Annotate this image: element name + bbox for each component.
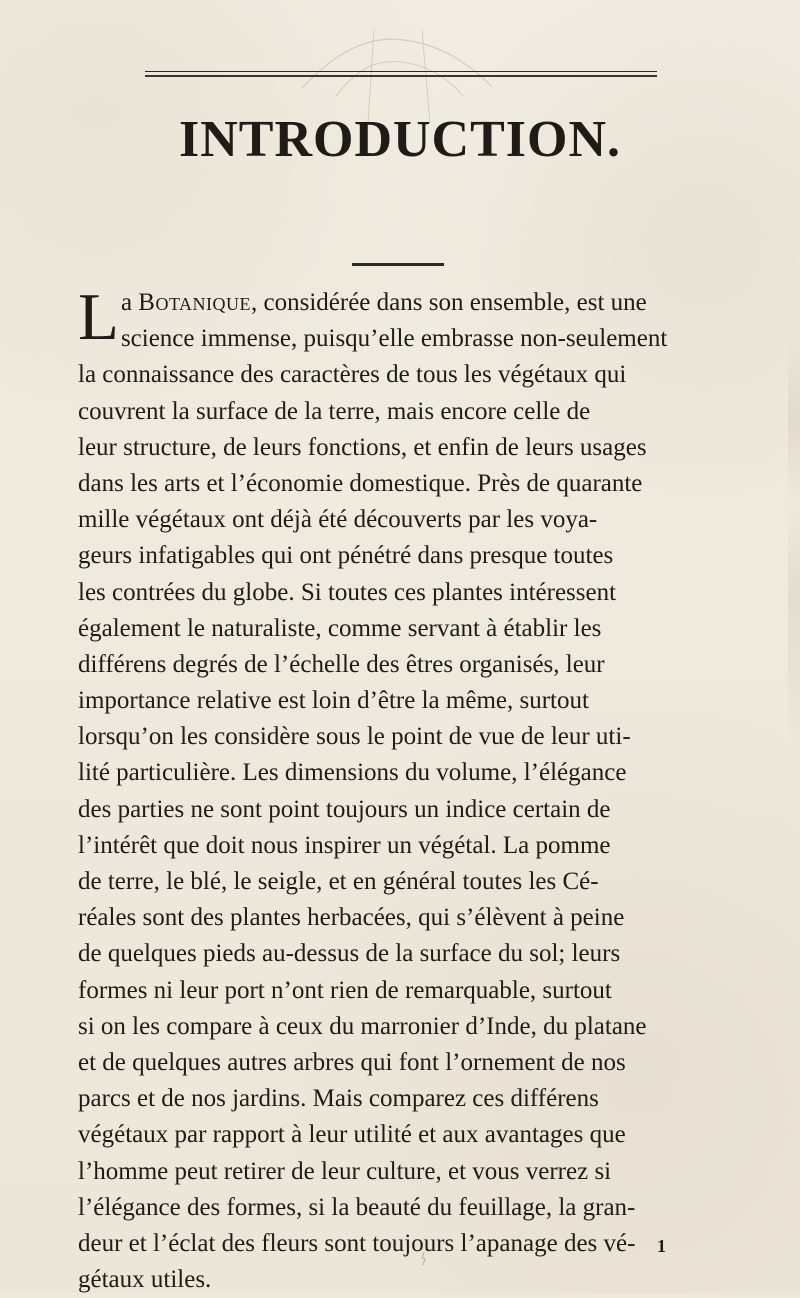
small-ink-mark bbox=[420, 1251, 428, 1266]
text-line-18: réales sont des plantes herbacées, qui s’élèvent à peine bbox=[78, 904, 625, 932]
text-line-21: si on les compare à ceux du marronier d’Inde, du platane bbox=[78, 1012, 647, 1040]
body-text bbox=[78, 280, 723, 1298]
text-line-23: parcs et de nos jardins. Mais comparez ces différens bbox=[78, 1085, 599, 1113]
text-line-3: la connaissance des caractères de tous les végétaux qui bbox=[78, 361, 627, 389]
text-line-9: les contrées du globe. Si toutes ces plantes intéressent bbox=[78, 578, 617, 606]
text-line-12: importance relative est loin d’être la même, surtout bbox=[78, 687, 589, 715]
text-line-16: l’intérêt que doit nous inspirer un végétal. La pomme bbox=[78, 831, 611, 859]
text-line-2: science immense, puisqu’elle embrasse non-seulement bbox=[120, 325, 668, 353]
page-number: 1 bbox=[657, 1236, 666, 1256]
text-line-13: lorsqu’on les considère sous le point de vue de leur uti- bbox=[78, 723, 631, 751]
text-line-10: également le naturaliste, comme servant à établir les bbox=[78, 614, 602, 642]
text-line-27: deur et l’éclat des fleurs sont toujours l’apanage des vé- bbox=[78, 1229, 636, 1257]
drop-initial: L bbox=[78, 280, 119, 354]
first-line-start: a bbox=[120, 289, 139, 316]
text-line-26: l’élégance des formes, si la beauté du feuillage, la gran- bbox=[78, 1193, 636, 1221]
text-line-25: l’homme peut retirer de leur culture, et vous verrez si bbox=[78, 1157, 612, 1185]
top-rule-thin bbox=[145, 71, 657, 72]
first-line-smallcaps: Botanique bbox=[138, 289, 252, 316]
text-line-20: formes ni leur port n’ont rien de remarquable, surtout bbox=[78, 976, 612, 1004]
text-line-14: lité particulière. Les dimensions du volume, l’élégance bbox=[78, 759, 627, 787]
title-separator bbox=[352, 263, 444, 266]
text-line-8: geurs infatigables qui ont pénétré dans presque toutes bbox=[78, 542, 614, 570]
text-line-15: des parties ne sont point toujours un indice certain de bbox=[78, 795, 611, 823]
text-line-11: différens degrés de l’échelle des êtres organisés, leur bbox=[78, 650, 605, 678]
page-edge-stain bbox=[788, 335, 800, 755]
text-line-7: mille végétaux ont déjà été découverts par les voya- bbox=[78, 506, 598, 534]
text-line-5: leur structure, de leurs fonctions, et enfin de leurs usages bbox=[78, 433, 647, 461]
page-title: INTRODUCTION. bbox=[178, 111, 622, 168]
text-line-28: gétaux utiles. bbox=[78, 1266, 212, 1294]
text-line-6: dans les arts et l’économie domestique. Près de quarante bbox=[78, 469, 643, 497]
top-rule-thick bbox=[145, 75, 657, 77]
text-line-19: de quelques pieds au-dessus de la surface du sol; leurs bbox=[78, 940, 621, 968]
text-line-17: de terre, le blé, le seigle, et en général toutes les Cé- bbox=[78, 868, 599, 895]
text-line-24: végétaux par rapport à leur utilité et aux avantages que bbox=[78, 1121, 626, 1149]
text-line-4: couvrent la surface de la terre, mais encore celle de bbox=[78, 397, 591, 425]
first-line-end: , considérée dans son ensemble, est une bbox=[251, 289, 647, 316]
text-line-22: et de quelques autres arbres qui font l’ornement de nos bbox=[78, 1048, 626, 1076]
